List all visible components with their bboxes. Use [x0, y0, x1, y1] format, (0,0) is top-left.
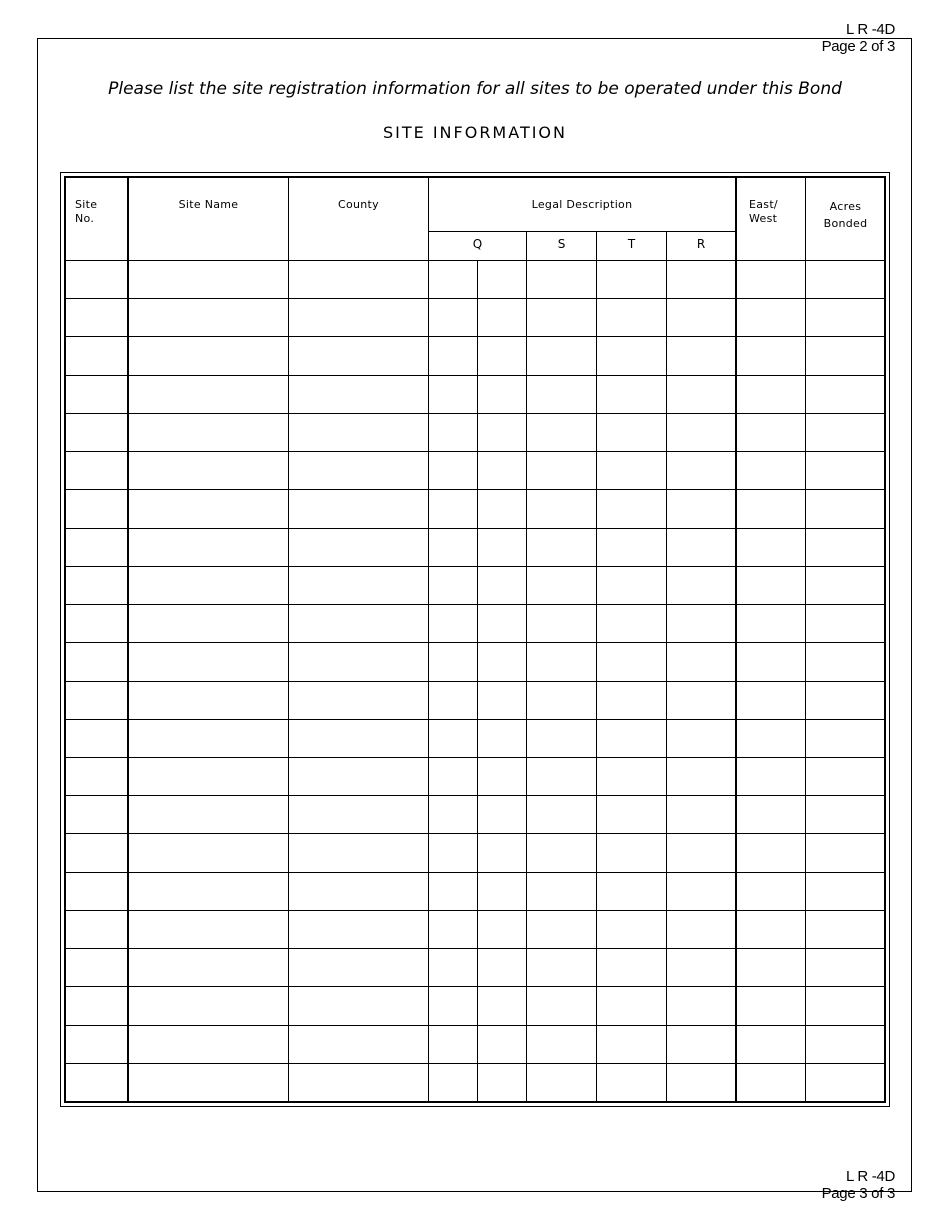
form-id-footer: L R -4D — [845, 1168, 895, 1185]
col-header-r: R — [696, 237, 706, 251]
table-row — [65, 528, 885, 529]
table-row — [65, 489, 885, 490]
table-row — [65, 604, 885, 605]
col-header-acres-bonded: Acres Bonded — [823, 200, 868, 230]
col-header-east-west: East/ West — [749, 198, 778, 225]
col-divider-county — [428, 178, 429, 1101]
page-number: Page 2 of 3 — [821, 38, 895, 55]
page-number-footer: Page 3 of 3 — [821, 1185, 895, 1202]
section-title: SITE INFORMATION — [382, 123, 567, 142]
legal-subheader-line — [428, 231, 735, 232]
table-row — [65, 413, 885, 414]
col-divider-site-no — [127, 178, 129, 1101]
col-header-t: T — [627, 237, 636, 251]
table-row — [65, 451, 885, 452]
table-row — [65, 1025, 885, 1026]
form-id: L R -4D — [845, 21, 895, 38]
table-row — [65, 795, 885, 796]
col-header-s: S — [557, 237, 566, 251]
table-row — [65, 948, 885, 949]
col-header-site-no: Site No. — [75, 198, 98, 225]
col-divider-t — [666, 232, 667, 1101]
table-row — [65, 298, 885, 299]
table-row — [65, 642, 885, 643]
col-divider-legal — [735, 178, 737, 1101]
table-row — [65, 336, 885, 337]
col-header-site-name: Site Name — [178, 198, 239, 211]
table-row — [65, 872, 885, 873]
table-row — [65, 757, 885, 758]
col-divider-east-west — [805, 178, 806, 1101]
table-row — [65, 833, 885, 834]
instruction-text: Please list the site registration information for all sites to be operated under this Bond — [108, 79, 842, 99]
site-information-table — [64, 176, 886, 1103]
table-row — [65, 1063, 885, 1064]
table-row — [65, 260, 885, 261]
table-row — [65, 566, 885, 567]
col-divider-q — [526, 232, 527, 1101]
table-row — [65, 375, 885, 376]
table-row — [65, 910, 885, 911]
table-row — [65, 681, 885, 682]
form-footer — [822, 1168, 895, 1202]
col-divider-s — [596, 232, 597, 1101]
col-divider-site-name — [288, 178, 289, 1101]
col-header-county: County — [338, 198, 379, 211]
table-row — [65, 986, 885, 987]
col-header-q: Q — [472, 237, 483, 251]
col-header-legal-description: Legal Description — [531, 198, 633, 211]
table-row — [65, 719, 885, 720]
